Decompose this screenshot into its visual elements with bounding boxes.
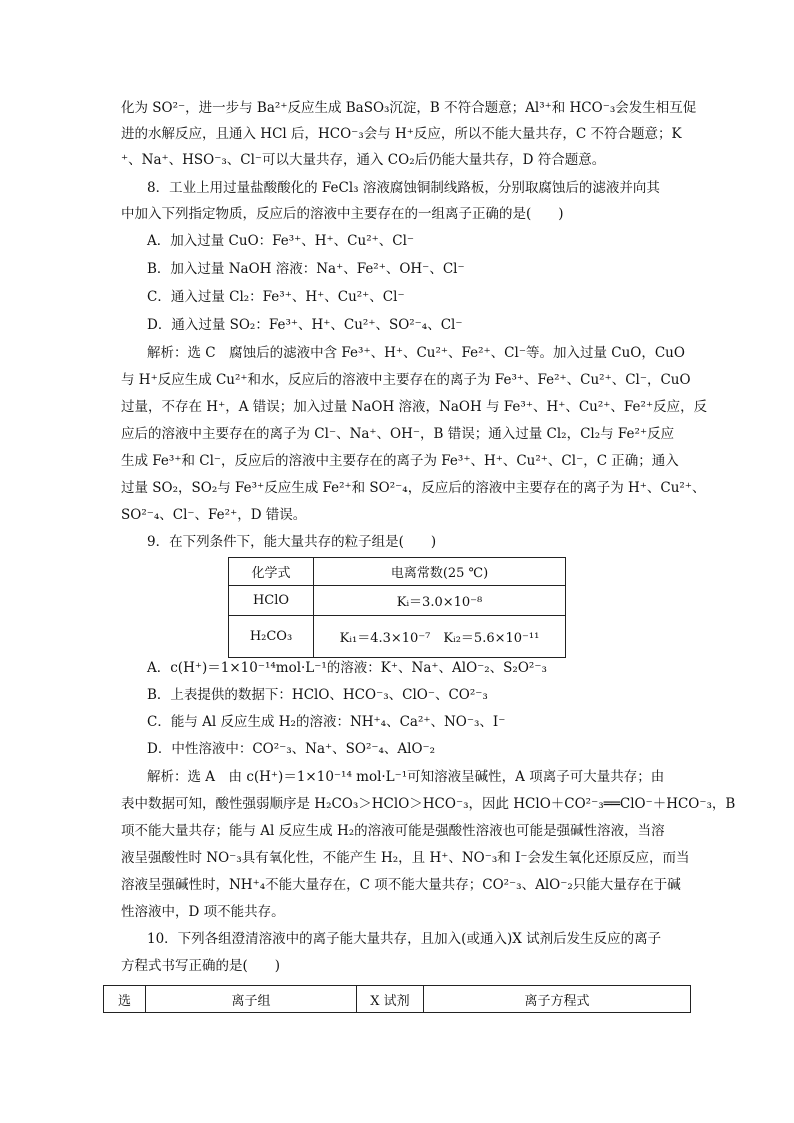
analysis-8: 解析：选 C 腐蚀后的滤液中含 Fe³⁺、H⁺、Cu²⁺、Fe²⁺、Cl⁻等。加入过量 CuO，CuO — [147, 345, 685, 361]
table-header: 离子方程式 — [424, 986, 691, 1013]
text-line: 过量 SO₂，SO₂与 Fe³⁺反应生成 Fe²⁺和 SO²⁻₄，反应后的溶液中主要存在的离子为 H⁺、Cu²⁺、 — [121, 480, 706, 496]
table-cell: HClO — [229, 586, 314, 616]
option-b: B．上表提供的数据下：HClO、HCO⁻₃、ClO⁻、CO²⁻₃ — [147, 687, 488, 703]
text-line: 中加入下列指定物质，反应后的溶液中主要存在的一组离子正确的是( ) — [121, 206, 564, 222]
text-line: 项不能大量共存；能与 Al 反应生成 H₂的溶液可能是强酸性溶液也可能是强碱性溶液，当溶 — [121, 823, 665, 839]
table-header: 离子组 — [146, 986, 357, 1013]
option-c: C．能与 Al 反应生成 H₂的溶液：NH⁺₄、Ca²⁺、NO⁻₃、I⁻ — [147, 714, 506, 730]
text-line: 方程式书写正确的是( ) — [121, 958, 281, 974]
option-a: A．加入过量 CuO：Fe³⁺、H⁺、Cu²⁺、Cl⁻ — [147, 233, 415, 249]
text-line: 表中数据可知，酸性强弱顺序是 H₂CO₃＞HClO＞HCO⁻₃，因此 HClO＋CO²⁻₃══ClO⁻＋HCO⁻₃，B — [121, 796, 736, 812]
text-line: SO²⁻₄、Cl⁻、Fe²⁺，D 错误。 — [121, 507, 307, 523]
text-line: ⁺、Na⁺、HSO⁻₃、Cl⁻可以大量共存，通入 CO₂后仍能大量共存，D 符合题意。 — [121, 152, 606, 168]
option-d: D．通入过量 SO₂：Fe³⁺、H⁺、Cu²⁺、SO²⁻₄、Cl⁻ — [147, 317, 463, 333]
table-header: 化学式 — [229, 558, 314, 586]
table-cell: H₂CO₃ — [229, 616, 314, 658]
option-c: C．通入过量 Cl₂：Fe³⁺、H⁺、Cu²⁺、Cl⁻ — [147, 289, 405, 305]
question-10-stem: 10．下列各组澄清溶液中的离子能大量共存，且加入(或通入)X 试剂后发生反应的离子 — [147, 931, 662, 947]
text-line: 过量，不存在 H⁺，A 错误；加入过量 NaOH 溶液，NaOH 与 Fe³⁺、H⁺、Cu²⁺、Fe²⁺反应，反 — [121, 399, 708, 415]
table-header: 选 — [104, 986, 146, 1013]
text-line: 与 H⁺反应生成 Cu²⁺和水，反应后的溶液中主要存在的离子为 Fe³⁺、Fe²⁺、Cu²⁺、Cl⁻，CuO — [121, 372, 691, 388]
text-line: 溶液呈强碱性时，NH⁺₄不能大量存在，C 项不能大量共存；CO²⁻₃、AlO⁻₂只能大量存在于碱 — [121, 877, 681, 893]
text-line: 化为 SO²⁻，进一步与 Ba²⁺反应生成 BaSO₃沉淀，B 不符合题意；Al³⁺和 HCO⁻₃会发生相互促 — [121, 100, 697, 116]
text-line: 性溶液中，D 项不能共存。 — [121, 904, 285, 920]
question-8-stem: 8．工业上用过量盐酸酸化的 FeCl₃ 溶液腐蚀铜制线路板，分别取腐蚀后的滤液并向其 — [147, 180, 660, 196]
option-b: B．加入过量 NaOH 溶液：Na⁺、Fe²⁺、OH⁻、Cl⁻ — [147, 261, 465, 277]
question-9-stem: 9．在下列条件下，能大量共存的粒子组是( ) — [147, 534, 437, 550]
table-cell: Kᵢ₁＝4.3×10⁻⁷ Kᵢ₂＝5.6×10⁻¹¹ — [314, 616, 566, 658]
table-header: X 试剂 — [357, 986, 424, 1013]
ion-group-table — [103, 985, 691, 1013]
text-line: 生成 Fe³⁺和 Cl⁻，反应后的溶液中主要存在的离子为 Fe³⁺、H⁺、Cu²⁺、Cl⁻，C 正确；通入 — [121, 453, 679, 469]
text-line: 进的水解反应，且通入 HCl 后，HCO⁻₃会与 H⁺反应，所以不能大量共存，C 不符合题意；K — [121, 126, 682, 142]
analysis-9: 解析：选 A 由 c(H⁺)＝1×10⁻¹⁴ mol·L⁻¹可知溶液呈碱性，A 项离子可大量共存；由 — [147, 769, 665, 785]
text-line: 应后的溶液中主要存在的离子为 Cl⁻、Na⁺、OH⁻，B 错误；通入过量 Cl₂，Cl₂与 Fe²⁺反应 — [121, 426, 675, 442]
table-header: 电离常数(25 ℃) — [314, 558, 566, 586]
ionization-constant-table — [228, 557, 566, 658]
option-a: A．c(H⁺)＝1×10⁻¹⁴mol·L⁻¹的溶液：K⁺、Na⁺、AlO⁻₂、S₂O²⁻₃ — [147, 660, 547, 676]
text-line: 液呈强酸性时 NO⁻₃具有氧化性，不能产生 H₂，且 H⁺、NO⁻₃和 I⁻会发生氧化还原反应，而当 — [121, 850, 690, 866]
option-d: D．中性溶液中：CO²⁻₃、Na⁺、SO²⁻₄、AlO⁻₂ — [147, 741, 436, 757]
table-cell: Kᵢ＝3.0×10⁻⁸ — [314, 586, 566, 616]
